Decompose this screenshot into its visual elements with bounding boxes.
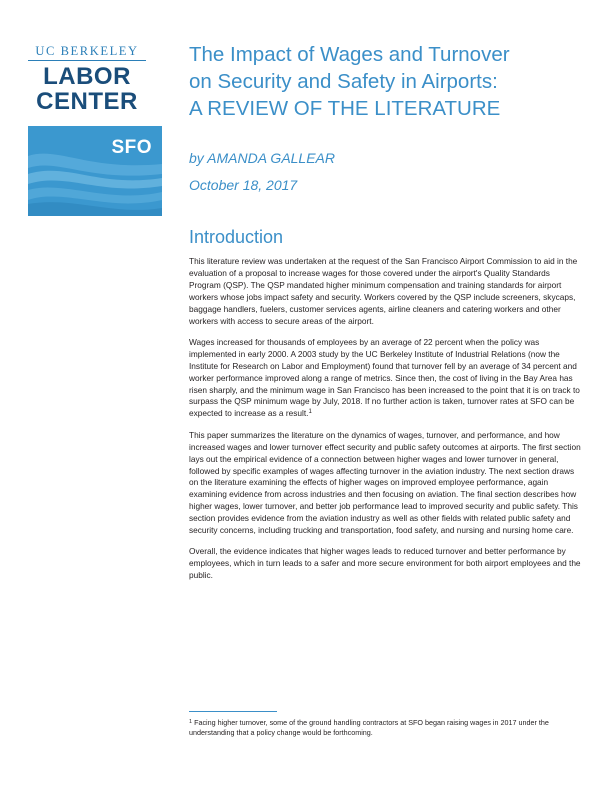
paragraph-4: Overall, the evidence indicates that higher wages leads to reduced turnover and better performance by employees, which in turn leads to a safer and more secure environment for both airport employees and the public. bbox=[189, 546, 581, 581]
paragraph-3: This paper summarizes the literature on the dynamics of wages, turnover, and performance, and how increased wages and lower turnover effect security and public safety outcomes at airports. The first section lays out the empirical evidence of a connection between higher wages and lower turnover in general, followed by specific examples of wages affecting turnover in the aviation industry. The next section draws on the literature examining the effects of higher wages on improved employee performance, again examining evidence from across industries and then focusing on aviation. The final section describes how higher wages, lower turnover, and better job performance lead to improved security and public safety. This section provides evidence from the aviation industry as well as other fields with related public safety and security concerns, including trucking and transportation, food safety, and nursing and nursing home care. bbox=[189, 429, 581, 536]
sfo-badge bbox=[28, 126, 162, 216]
footnote-divider bbox=[189, 711, 277, 712]
footnote-text: Facing higher turnover, some of the ground handling contractors at SFO began raising wages in 2017 under the understanding that a policy change would be forthcoming. bbox=[189, 718, 549, 738]
author-line: by AMANDA GALLEAR bbox=[189, 150, 336, 166]
section-heading: Introduction bbox=[189, 227, 284, 247]
paragraph-2-text: Wages increased for thousands of employees by an average of 22 percent when the policy was implemented in early 2000. A 2003 study by the UC Berkeley Institute of Industrial Relations (now the Institute for Research on Labor and Employment) found that turnover fell by an average of 34 percent and worker performance improved along a range of metrics. Since then, the cost of living in the Bay Area has risen sharply, and the minimum wage in San Francisco has been increased to the point that it is on track to surpass the QSP minimum wage by July, 2018. If no further action is taken, turnover rates at SFO can be expected to increase as a result. bbox=[189, 336, 580, 419]
document-title bbox=[189, 41, 599, 122]
footnote-reference[interactable]: 1 bbox=[308, 409, 312, 416]
logo-institution: UC BERKELEY bbox=[35, 44, 139, 58]
footnote-mark: 1 bbox=[189, 719, 193, 725]
paragraph-1: This literature review was undertaken at the request of the San Francisco Airport Commission to aid in the evaluation of a proposal to increase wages for those covered under the airport's Quality Standards Program (QSP). The QSP mandated higher minimum compensation and training standards for airport workers whose jobs impact safety and security. Workers covered by the QSP include screeners, skycaps, baggage handlers, fuelers, customer services agents, airline cleaners and catering workers and other workers with access to secure areas of the airport. bbox=[189, 256, 578, 326]
labor-center-logo bbox=[28, 44, 164, 114]
body-text bbox=[189, 256, 581, 592]
sfo-label: SFO bbox=[111, 137, 152, 158]
paragraph-2 bbox=[189, 337, 581, 420]
publication-date: October 18, 2017 bbox=[189, 177, 298, 193]
logo-divider bbox=[28, 60, 146, 61]
title-line-3: A REVIEW OF THE LITERATURE bbox=[189, 97, 501, 120]
title-line-1: The Impact of Wages and Turnover bbox=[189, 43, 510, 66]
footnote bbox=[189, 717, 581, 739]
logo-line1: LABOR bbox=[43, 63, 131, 90]
logo-line2: CENTER bbox=[36, 88, 138, 115]
title-line-2: on Security and Safety in Airports: bbox=[189, 70, 498, 93]
